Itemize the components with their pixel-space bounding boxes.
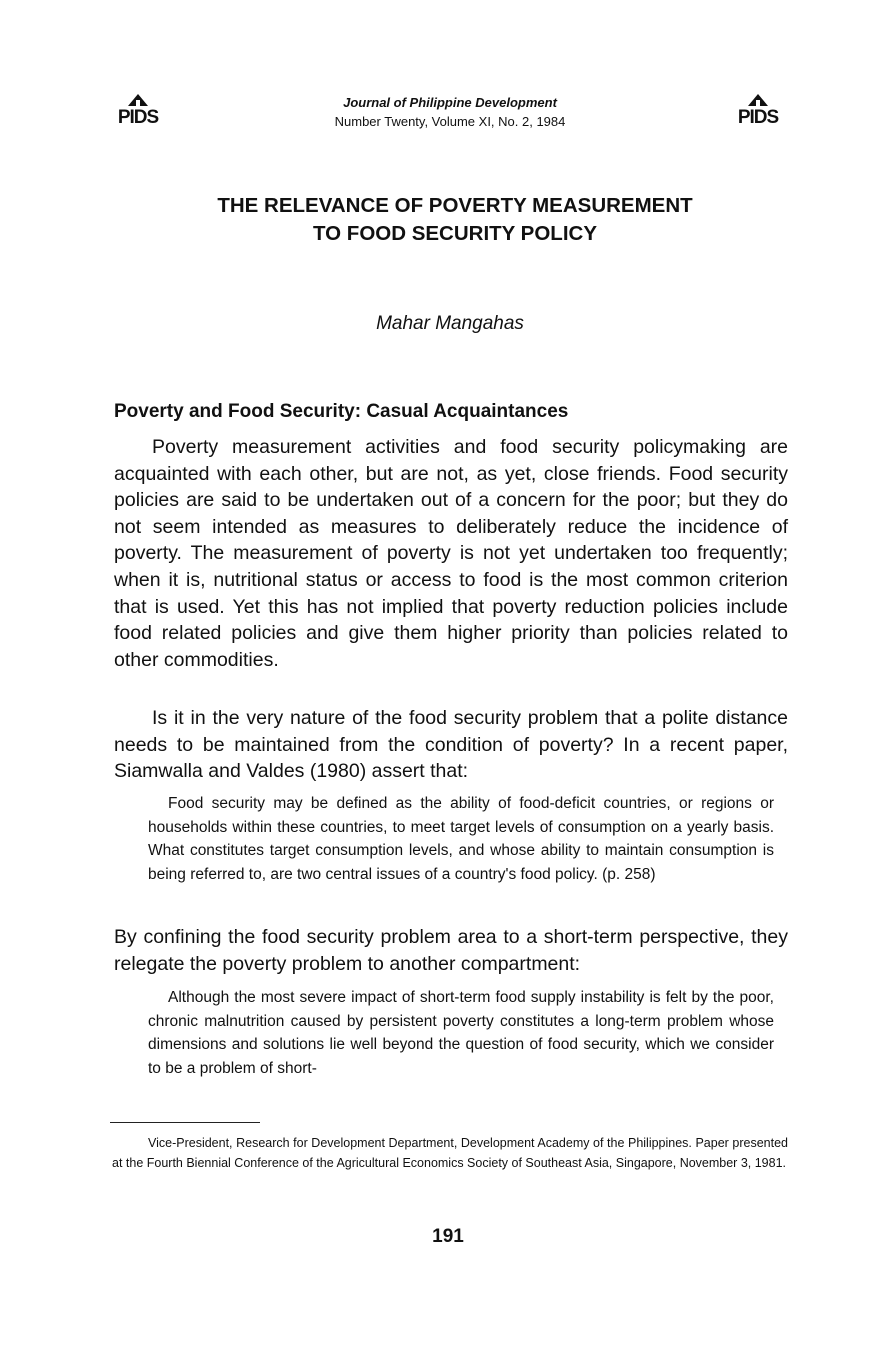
body-paragraph-3 <box>114 924 788 977</box>
page-number: 191 <box>432 1226 464 1247</box>
logo-text: PIDS <box>737 107 779 128</box>
body-paragraph-1 <box>114 434 788 673</box>
pids-logo-left <box>110 94 166 128</box>
logo-text: PIDS <box>117 107 159 128</box>
journal-name: Journal of Philippine Development <box>343 95 557 110</box>
quote-text: Although the most severe impact of short-term food supply instability is felt by the poor, chronic malnutrition caused by persistent poverty constitutes a long-term problem whose dimensions and solutions lie well beyond the question of food security, which we consider to be a problem of short- <box>148 989 774 1077</box>
footnote <box>112 1134 788 1173</box>
paragraph-text: Is it in the very nature of the food security problem that a polite distance needs to be maintained from the condition of poverty? In a recent paper, Siamwalla and Valdes (1980) assert that: <box>114 707 788 783</box>
body-paragraph-2 <box>114 705 788 785</box>
title-line-1: THE RELEVANCE OF POVERTY MEASUREMENT <box>217 194 693 217</box>
paragraph-text: Poverty measurement activities and food security policymaking are acquainted with each other, but are not, as yet, close friends. Food security policies are said to be undertaken out of a concern for the poor; but they do not seem intended as measures to deliberately reduce the incidence of poverty. The measurement of poverty is not yet undertaken too frequently; when it is, nutritional status or access to food is the most common criterion that is used. Yet this has not implied that poverty reduction policies include food related policies and give them higher priority than policies related to other commodities. <box>114 436 788 671</box>
journal-issue: Number Twenty, Volume XI, No. 2, 1984 <box>334 114 566 129</box>
block-quote-1 <box>148 792 774 886</box>
logo-roof-icon <box>128 94 148 108</box>
pids-logo-right <box>730 94 786 128</box>
title-line-2: TO FOOD SECURITY POLICY <box>313 222 597 245</box>
logo-roof-icon <box>748 94 768 108</box>
section-heading: Poverty and Food Security: Casual Acquaintances <box>114 401 569 422</box>
article-title <box>140 192 770 248</box>
quote-text: Food security may be defined as the ability of food-deficit countries, or regions or households within these countries, to meet target levels of consumption on a yearly basis. What constitutes target consumption levels, and whose ability to maintain consumption is being referred to, are two central issues of a country's food policy. (p. 258) <box>148 795 774 883</box>
paragraph-text: By confining the food security problem area to a short-term perspective, they relegate the poverty problem to another compartment: <box>114 926 788 975</box>
journal-header <box>230 93 670 131</box>
footnote-text: Vice-President, Research for Development Department, Development Academy of the Philippines. Paper presented at the Fourth Biennial Conference of the Agricultural Economics Society of Southeast Asia, Singapore, November 3, 1981. <box>112 1136 788 1170</box>
author-name: Mahar Mangahas <box>376 313 524 334</box>
footnote-divider <box>110 1122 260 1123</box>
block-quote-2 <box>148 986 774 1080</box>
